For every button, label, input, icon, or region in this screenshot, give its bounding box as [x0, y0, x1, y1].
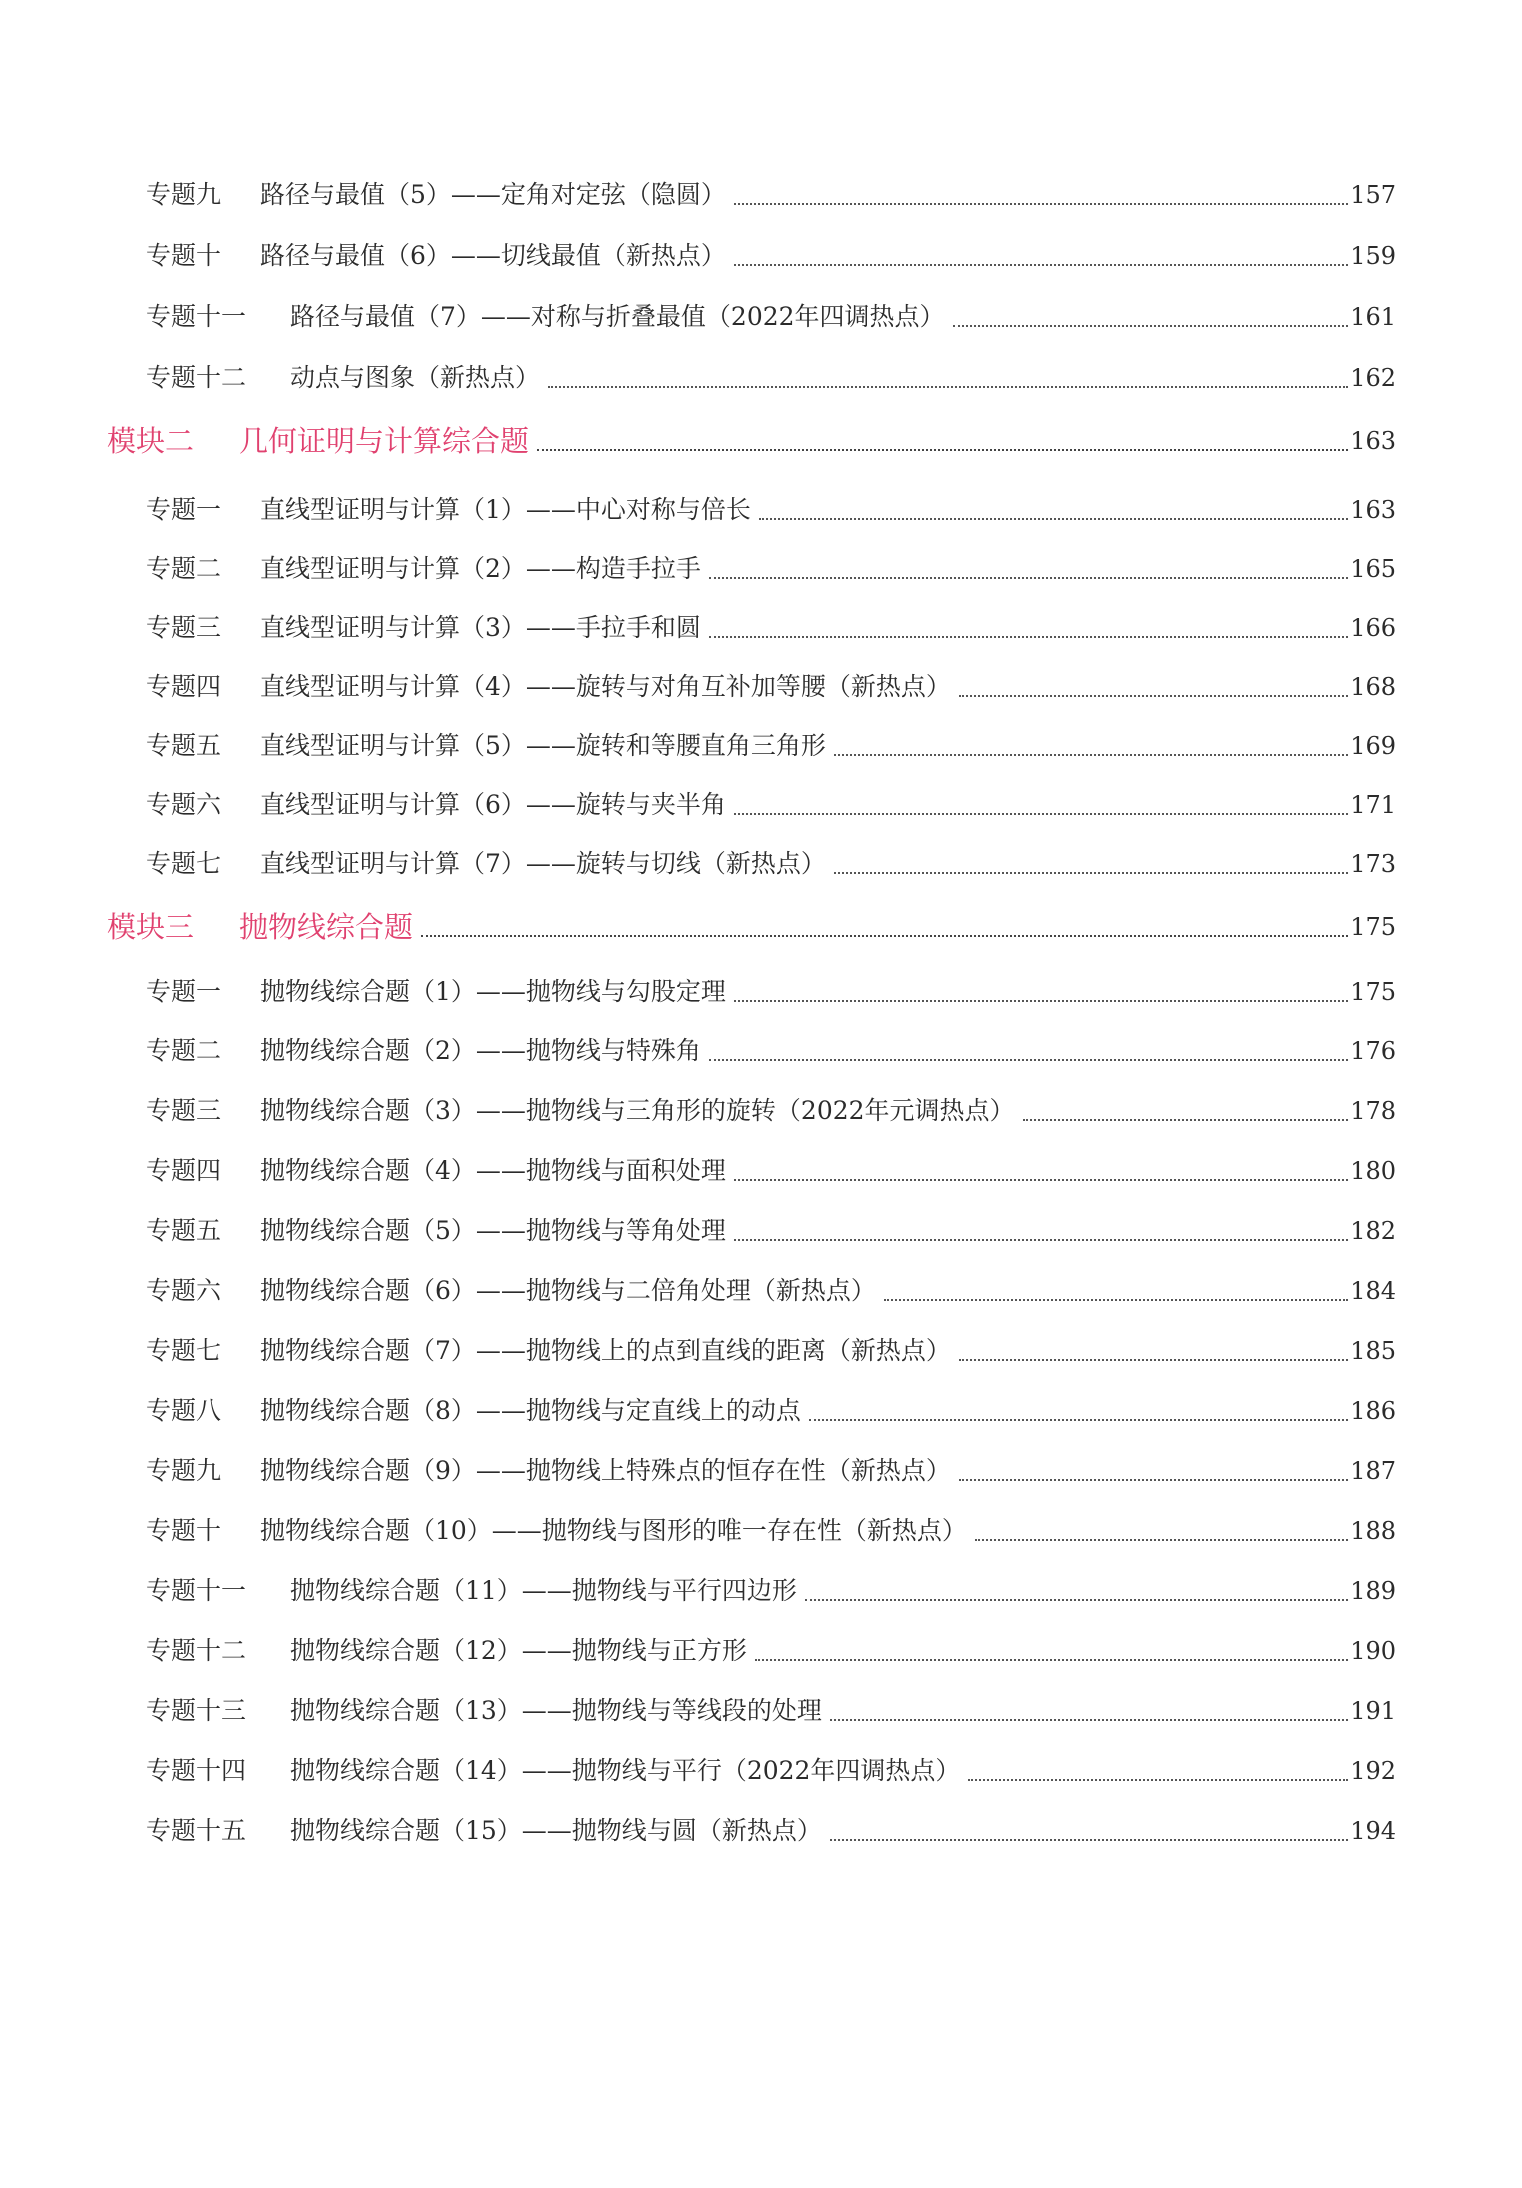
topic-label: 专题十四	[146, 1756, 247, 1785]
dot-leader	[953, 325, 1349, 327]
topic-label: 专题九	[146, 1456, 222, 1485]
dot-leader	[884, 1299, 1348, 1301]
topic-label: 专题十二	[146, 1636, 247, 1665]
topic-label: 专题八	[146, 1396, 222, 1425]
topic-title: 路径与最值（6）——切线最值（新热点）	[260, 241, 726, 270]
dot-leader	[548, 386, 1348, 388]
topic-title: 直线型证明与计算（1）——中心对称与倍长	[260, 495, 751, 524]
dot-leader	[537, 449, 1348, 451]
page-number: 171	[1350, 791, 1396, 819]
dot-leader	[834, 754, 1348, 756]
toc-entry[interactable]	[146, 1574, 1396, 1608]
topic-label: 专题十二	[146, 363, 247, 392]
topic-title: 直线型证明与计算（3）——手拉手和圆	[260, 613, 701, 642]
module-label: 模块二	[107, 424, 195, 458]
toc-entry[interactable]	[146, 729, 1396, 763]
topic-title: 直线型证明与计算（6）——旋转与夹半角	[260, 790, 726, 819]
dot-leader	[709, 1059, 1348, 1061]
topic-label: 专题十	[146, 241, 222, 270]
topic-title: 直线型证明与计算（2）——构造手拉手	[260, 554, 701, 583]
topic-label: 专题九	[146, 180, 222, 209]
toc-entry[interactable]	[146, 1394, 1396, 1428]
topic-label: 专题六	[146, 790, 222, 819]
topic-title: 抛物线综合题（2）——抛物线与特殊角	[260, 1036, 701, 1065]
toc-entry[interactable]	[146, 493, 1396, 527]
page-number: 188	[1350, 1517, 1396, 1545]
topic-label: 专题二	[146, 1036, 222, 1065]
dot-leader	[975, 1539, 1348, 1541]
dot-leader	[421, 935, 1348, 937]
dot-leader	[834, 872, 1348, 874]
page-number: 182	[1350, 1217, 1396, 1245]
topic-label: 专题十一	[146, 1576, 247, 1605]
topic-title: 抛物线综合题（9）——抛物线上特殊点的恒存在性（新热点）	[260, 1456, 951, 1485]
toc-entry[interactable]	[146, 1634, 1396, 1668]
topic-label: 专题五	[146, 731, 222, 760]
module-label: 模块三	[107, 910, 195, 944]
dot-leader	[1023, 1119, 1349, 1121]
dot-leader	[755, 1659, 1348, 1661]
page-number: 163	[1350, 427, 1396, 455]
topic-title: 路径与最值（5）——定角对定弦（隐圆）	[260, 180, 726, 209]
topic-title: 抛物线综合题（14）——抛物线与平行（2022年四调热点）	[290, 1756, 961, 1785]
dot-leader	[709, 636, 1348, 638]
page-number: 194	[1350, 1817, 1396, 1845]
page-number: 175	[1350, 913, 1396, 941]
topic-title: 抛物线综合题（10）——抛物线与图形的唯一存在性（新热点）	[260, 1516, 967, 1545]
page-number: 175	[1350, 978, 1396, 1006]
module-heading[interactable]	[107, 910, 1396, 944]
topic-title: 路径与最值（7）——对称与折叠最值（2022年四调热点）	[290, 302, 945, 331]
topic-title: 抛物线综合题（3）——抛物线与三角形的旋转（2022年元调热点）	[260, 1096, 1015, 1125]
topic-label: 专题一	[146, 977, 222, 1006]
toc-entry[interactable]	[146, 975, 1396, 1009]
dot-leader	[809, 1419, 1348, 1421]
topic-title: 抛物线综合题（6）——抛物线与二倍角处理（新热点）	[260, 1276, 876, 1305]
topic-label: 专题六	[146, 1276, 222, 1305]
dot-leader	[759, 518, 1348, 520]
toc-entry[interactable]	[146, 1334, 1396, 1368]
topic-title: 抛物线综合题（5）——抛物线与等角处理	[260, 1216, 726, 1245]
page-number: 159	[1350, 242, 1396, 270]
topic-title: 抛物线综合题（7）——抛物线上的点到直线的距离（新热点）	[260, 1336, 951, 1365]
dot-leader	[734, 1000, 1348, 1002]
page-number: 187	[1350, 1457, 1396, 1485]
topic-title: 抛物线综合题（15）——抛物线与圆（新热点）	[290, 1816, 822, 1845]
toc-entry[interactable]	[146, 1454, 1396, 1488]
topic-title: 抛物线综合题（8）——抛物线与定直线上的动点	[260, 1396, 801, 1425]
page-number: 173	[1350, 850, 1396, 878]
page-number: 169	[1350, 732, 1396, 760]
toc-entry[interactable]	[146, 1814, 1396, 1848]
dot-leader	[959, 1359, 1348, 1361]
dot-leader	[734, 203, 1348, 205]
toc-entry[interactable]	[146, 1274, 1396, 1308]
dot-leader	[734, 1179, 1348, 1181]
topic-title: 抛物线综合题（12）——抛物线与正方形	[290, 1636, 747, 1665]
page-number: 176	[1350, 1037, 1396, 1065]
toc-entry[interactable]	[146, 1094, 1396, 1128]
page-number: 186	[1350, 1397, 1396, 1425]
topic-label: 专题四	[146, 672, 222, 701]
toc-entry[interactable]	[146, 1694, 1396, 1728]
module-title: 抛物线综合题	[239, 910, 414, 944]
topic-label: 专题二	[146, 554, 222, 583]
toc-entry[interactable]	[146, 847, 1396, 881]
topic-label: 专题十一	[146, 302, 247, 331]
toc-entry[interactable]	[146, 788, 1396, 822]
toc-entry[interactable]	[146, 361, 1396, 395]
topic-title: 抛物线综合题（13）——抛物线与等线段的处理	[290, 1696, 822, 1725]
toc-entry[interactable]	[146, 1754, 1396, 1788]
topic-label: 专题一	[146, 495, 222, 524]
topic-label: 专题五	[146, 1216, 222, 1245]
page-number: 168	[1350, 673, 1396, 701]
dot-leader	[830, 1719, 1348, 1721]
page-number: 161	[1350, 303, 1396, 331]
topic-label: 专题三	[146, 1096, 222, 1125]
topic-title: 直线型证明与计算（7）——旋转与切线（新热点）	[260, 849, 826, 878]
page-number: 190	[1350, 1637, 1396, 1665]
toc-entry[interactable]	[146, 670, 1396, 704]
topic-title: 抛物线综合题（11）——抛物线与平行四边形	[290, 1576, 797, 1605]
dot-leader	[968, 1779, 1348, 1781]
topic-title: 抛物线综合题（1）——抛物线与勾股定理	[260, 977, 726, 1006]
topic-label: 专题七	[146, 1336, 222, 1365]
topic-title: 直线型证明与计算（4）——旋转与对角互补加等腰（新热点）	[260, 672, 951, 701]
topic-label: 专题四	[146, 1156, 222, 1185]
page-number: 192	[1350, 1757, 1396, 1785]
dot-leader	[734, 264, 1348, 266]
dot-leader	[959, 1479, 1348, 1481]
page-number: 191	[1350, 1697, 1396, 1725]
toc-entry[interactable]	[146, 300, 1396, 334]
page-number: 163	[1350, 496, 1396, 524]
dot-leader	[709, 577, 1348, 579]
toc-entry[interactable]	[146, 1514, 1396, 1548]
toc-entry[interactable]	[146, 1034, 1396, 1068]
dot-leader	[805, 1599, 1348, 1601]
page-number: 189	[1350, 1577, 1396, 1605]
page-number: 178	[1350, 1097, 1396, 1125]
module-heading[interactable]	[107, 424, 1396, 458]
page-number: 184	[1350, 1277, 1396, 1305]
topic-label: 专题七	[146, 849, 222, 878]
module-title: 几何证明与计算综合题	[239, 424, 530, 458]
toc-entry[interactable]	[146, 552, 1396, 586]
topic-title: 直线型证明与计算（5）——旋转和等腰直角三角形	[260, 731, 826, 760]
dot-leader	[734, 813, 1348, 815]
page-number: 157	[1350, 181, 1396, 209]
page-number: 185	[1350, 1337, 1396, 1365]
toc-entry[interactable]	[146, 178, 1396, 212]
page-number: 166	[1350, 614, 1396, 642]
page-number: 165	[1350, 555, 1396, 583]
toc-entry[interactable]	[146, 611, 1396, 645]
dot-leader	[959, 695, 1348, 697]
topic-title: 抛物线综合题（4）——抛物线与面积处理	[260, 1156, 726, 1185]
topic-label: 专题十三	[146, 1696, 247, 1725]
toc-entry[interactable]	[146, 1214, 1396, 1248]
toc-entry[interactable]	[146, 239, 1396, 273]
page-number: 180	[1350, 1157, 1396, 1185]
toc-entry[interactable]	[146, 1154, 1396, 1188]
page-number: 162	[1350, 364, 1396, 392]
topic-label: 专题十	[146, 1516, 222, 1545]
topic-label: 专题十五	[146, 1816, 247, 1845]
dot-leader	[830, 1839, 1348, 1841]
topic-label: 专题三	[146, 613, 222, 642]
dot-leader	[734, 1239, 1348, 1241]
topic-title: 动点与图象（新热点）	[290, 363, 541, 392]
